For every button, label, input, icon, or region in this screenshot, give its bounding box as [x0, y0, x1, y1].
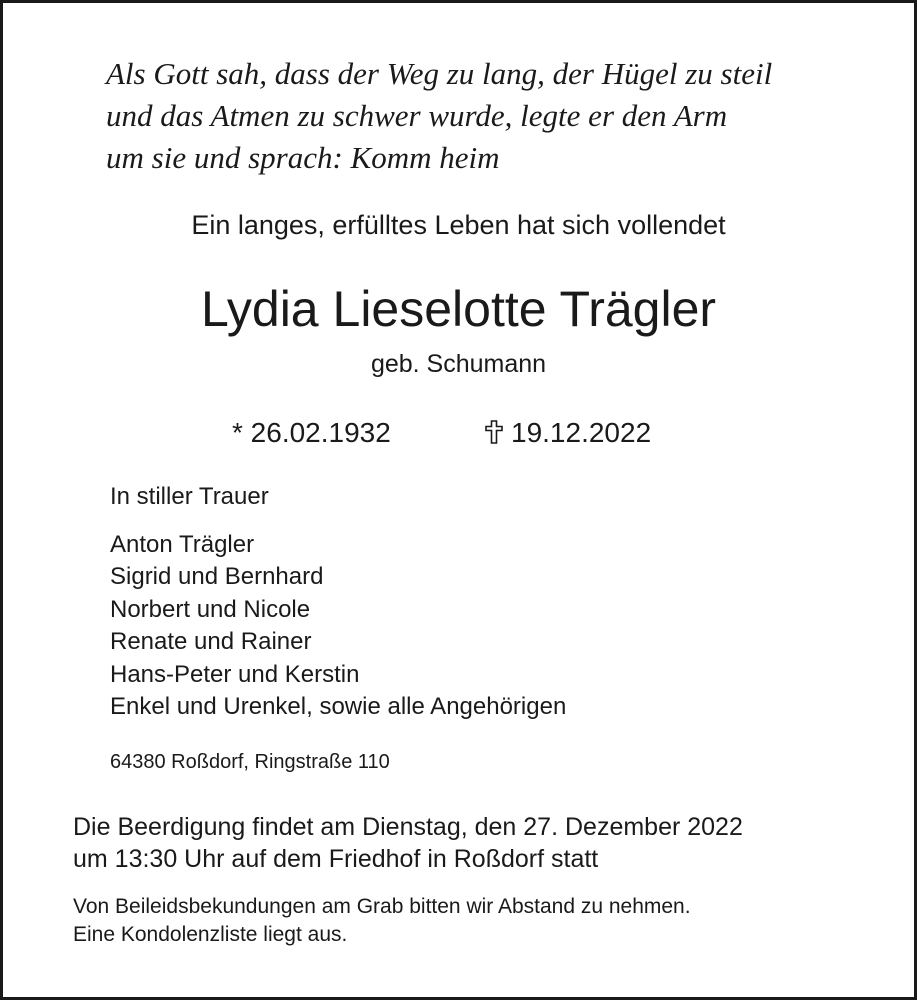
address: 64380 Roßdorf, Ringstraße 110 [110, 751, 390, 773]
condolence-line: Von Beileidsbekundungen am Grab bitten wir Abstand zu nehmen. [73, 895, 691, 918]
list-item: Enkel und Urenkel, sowie alle Angehörigen [110, 693, 567, 721]
death-date-group [485, 414, 651, 452]
maiden-name: geb. Schumann [370, 350, 547, 378]
list-item: Sigrid und Bernhard [110, 563, 324, 591]
poem-line: um sie und sprach: Komm heim [106, 140, 500, 175]
funeral-line: Die Beerdigung findet am Dienstag, den 27. Dezember 2022 [73, 813, 743, 841]
mourning-heading: In stiller Trauer [110, 483, 269, 510]
poem [106, 53, 772, 179]
condolence-note [73, 893, 691, 949]
funeral-info [73, 811, 743, 875]
funeral-line: um 13:30 Uhr auf dem Friedhof in Roßdorf statt [73, 845, 599, 873]
list-item: Hans-Peter und Kerstin [110, 660, 360, 688]
list-item: Anton Trägler [110, 531, 255, 558]
cross-icon [485, 420, 503, 444]
list-item: Renate und Rainer [110, 628, 312, 656]
intro-text: Ein langes, erfülltes Leben hat sich vollendet [191, 210, 726, 240]
poem-line: und das Atmen zu schwer wurde, legte er den Arm [106, 98, 728, 133]
poem-line: Als Gott sah, dass der Weg zu lang, der Hügel zu steil [106, 56, 773, 91]
deceased-name: Lydia Lieselotte Trägler [200, 281, 717, 337]
death-date: 19.12.2022 [511, 417, 652, 448]
condolence-line: Eine Kondolenzliste liegt aus. [73, 923, 348, 946]
mourners-list [110, 529, 566, 723]
birth-date: * 26.02.1932 [232, 417, 391, 448]
list-item: Norbert und Nicole [110, 595, 311, 623]
